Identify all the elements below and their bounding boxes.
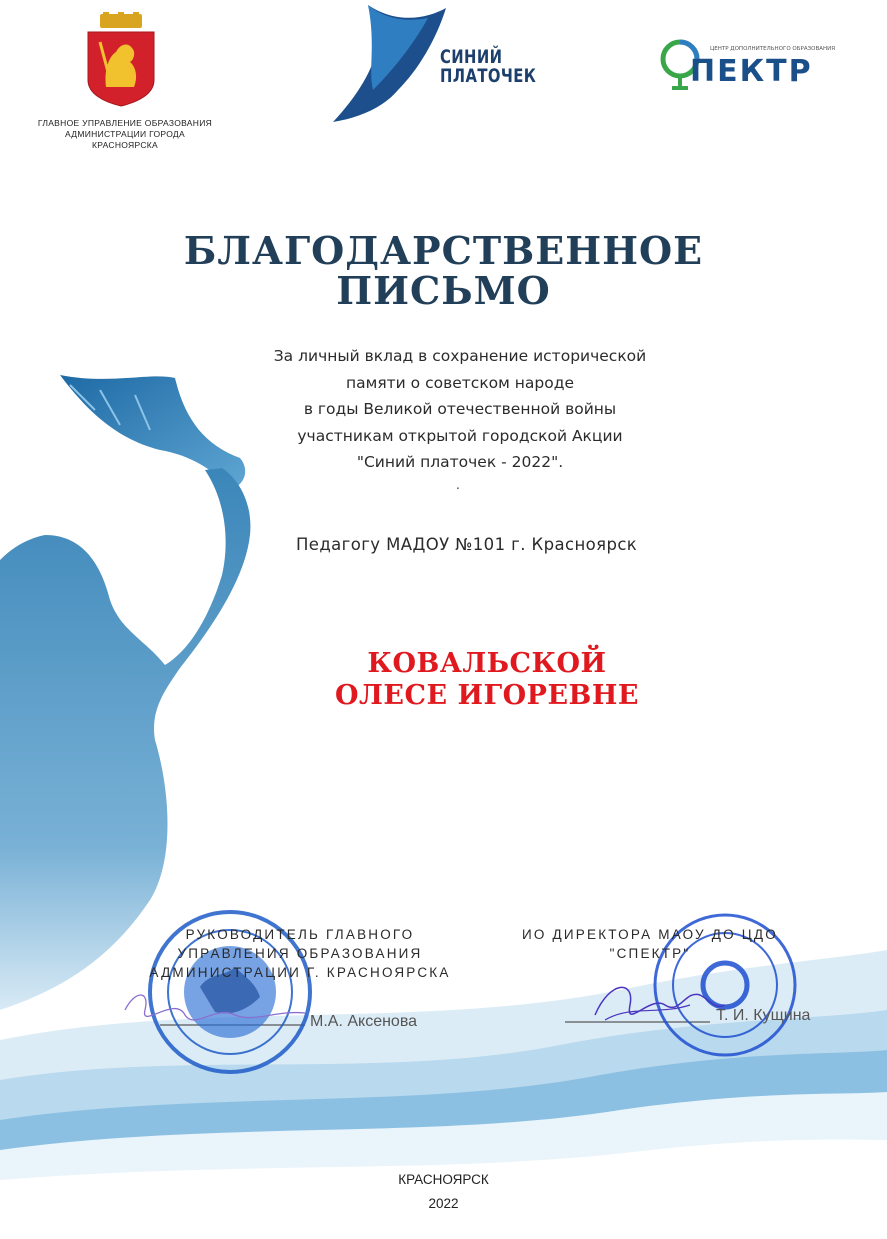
reason-line-4: участникам открытой городской Акции xyxy=(297,426,623,445)
admin-caption-line-2: АДМИНИСТРАЦИИ ГОРОДА xyxy=(65,129,185,139)
reason-line-1: За личный вклад в сохранение исторической xyxy=(273,347,647,365)
admin-caption-line-3: КРАСНОЯРСКА xyxy=(91,140,158,150)
recipient-surname: КОВАЛЬСКОЙ xyxy=(367,648,607,679)
left-handwritten-signature xyxy=(115,985,315,1045)
blue-scarf-logo-line-2: ПЛАТОЧЕК xyxy=(440,65,537,87)
document-title-line-2: ПИСЬМО xyxy=(336,268,551,313)
right-signatory-title xyxy=(500,925,800,963)
admin-caption-line-1: ГЛАВНОЕ УПРАВЛЕНИЕ ОБРАЗОВАНИЯ xyxy=(37,118,213,128)
document-title-line-1: БЛАГОДАРСТВЕННОЕ xyxy=(183,228,704,273)
recipient-first-name: ОЛЕСЕ ИГОРЕВНЕ xyxy=(335,680,639,711)
left-signatory-title xyxy=(110,925,490,982)
right-title-line-2: "СПЕКТР" xyxy=(609,946,691,961)
left-title-line-1: РУКОВОДИТЕЛЬ ГЛАВНОГО xyxy=(185,927,415,942)
right-title-line-1: ИО ДИРЕКТОРА МАОУ ДО ЦДО xyxy=(522,927,778,942)
footer-year: 2022 xyxy=(428,1196,459,1211)
left-signatory-name: М.А. Аксенова xyxy=(310,1013,418,1030)
right-signatory-name: Т. И. Кущина xyxy=(716,1007,811,1024)
footer-city: КРАСНОЯРСК xyxy=(398,1172,489,1187)
recipient-role: Педагогу МАДОУ №101 г. Красноярск xyxy=(296,535,638,554)
reason-line-3: в годы Великой отечественной войны xyxy=(303,400,617,418)
left-title-line-2: УПРАВЛЕНИЯ ОБРАЗОВАНИЯ xyxy=(177,946,423,961)
reason-line-2: памяти о советском народе xyxy=(346,373,574,392)
reason-line-5: "Синий платочек - 2022". xyxy=(356,453,564,471)
left-title-line-3: АДМИНИСТРАЦИИ Г. КРАСНОЯРСКА xyxy=(149,965,451,980)
right-handwritten-signature xyxy=(590,975,730,1035)
separator-dot: . xyxy=(456,478,460,492)
blue-scarf-logo-line-1: СИНИЙ xyxy=(440,46,503,68)
spektr-wordmark: ПЕКТР xyxy=(690,54,813,89)
spektr-small-caption: ЦЕНТР ДОПОЛНИТЕЛЬНОГО ОБРАЗОВАНИЯ xyxy=(710,46,836,52)
